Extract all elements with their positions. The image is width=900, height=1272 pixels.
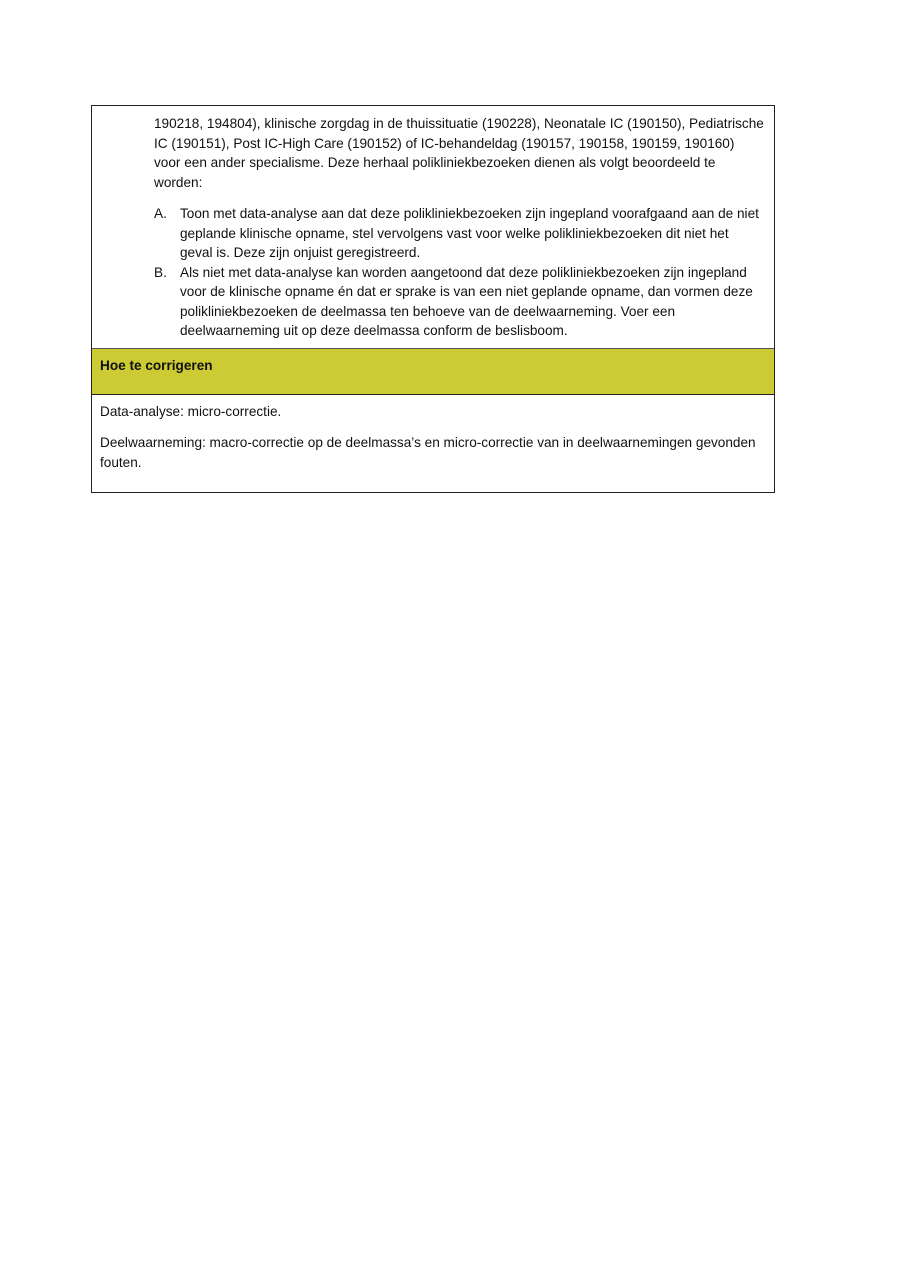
- continued-paragraph: 190218, 194804), klinische zorgdag in de thuissituatie (190228), Neonatale IC (190150), Pediatrische IC (190151), Post IC-High Care (190152) of IC-behandeldag (190157, 190158, 190159, 190160) voor een ander specialisme. Deze herhaal polikliniekbezoeken dienen als volgt beoordeeld te worden:: [154, 116, 764, 190]
- correction-data-analysis: Data-analyse: micro-correctie.: [100, 403, 282, 419]
- list-item-text: Als niet met data-analyse kan worden aangetoond dat deze polikliniekbezoeken zijn ingepland voor de klinische opname én dat er sprake is van een niet geplande opname, dan vormen deze polikliniekbezoeken de deelmassa ten behoeve van de deelwaarneming. Voer een deelwaarneming uit op deze deelmassa conform de beslisboom.: [180, 264, 753, 338]
- list-item-text: Toon met data-analyse aan dat deze polikliniekbezoeken zijn ingepland voorafgaand aan de niet geplande klinische opname, stel vervolgens vast voor welke polikliniekbezoeken dit niet het geval is. Deze zijn onjuist geregistreerd.: [180, 206, 759, 260]
- list-marker: A.: [154, 206, 167, 221]
- description-cell: [92, 106, 774, 348]
- document-table: [91, 105, 775, 493]
- section-header-title: Hoe te corrigeren: [100, 357, 213, 373]
- assessment-list: [154, 204, 764, 341]
- section-header: [92, 348, 774, 395]
- correction-partial-observation: Deelwaarneming: macro-correctie op de deelmassa’s en micro-correctie van in deelwaarnemingen gevonden fouten.: [100, 435, 756, 470]
- correction-cell: [92, 395, 774, 493]
- list-marker: B.: [154, 264, 167, 280]
- list-item-b: [154, 263, 764, 341]
- list-item-a: [154, 204, 764, 263]
